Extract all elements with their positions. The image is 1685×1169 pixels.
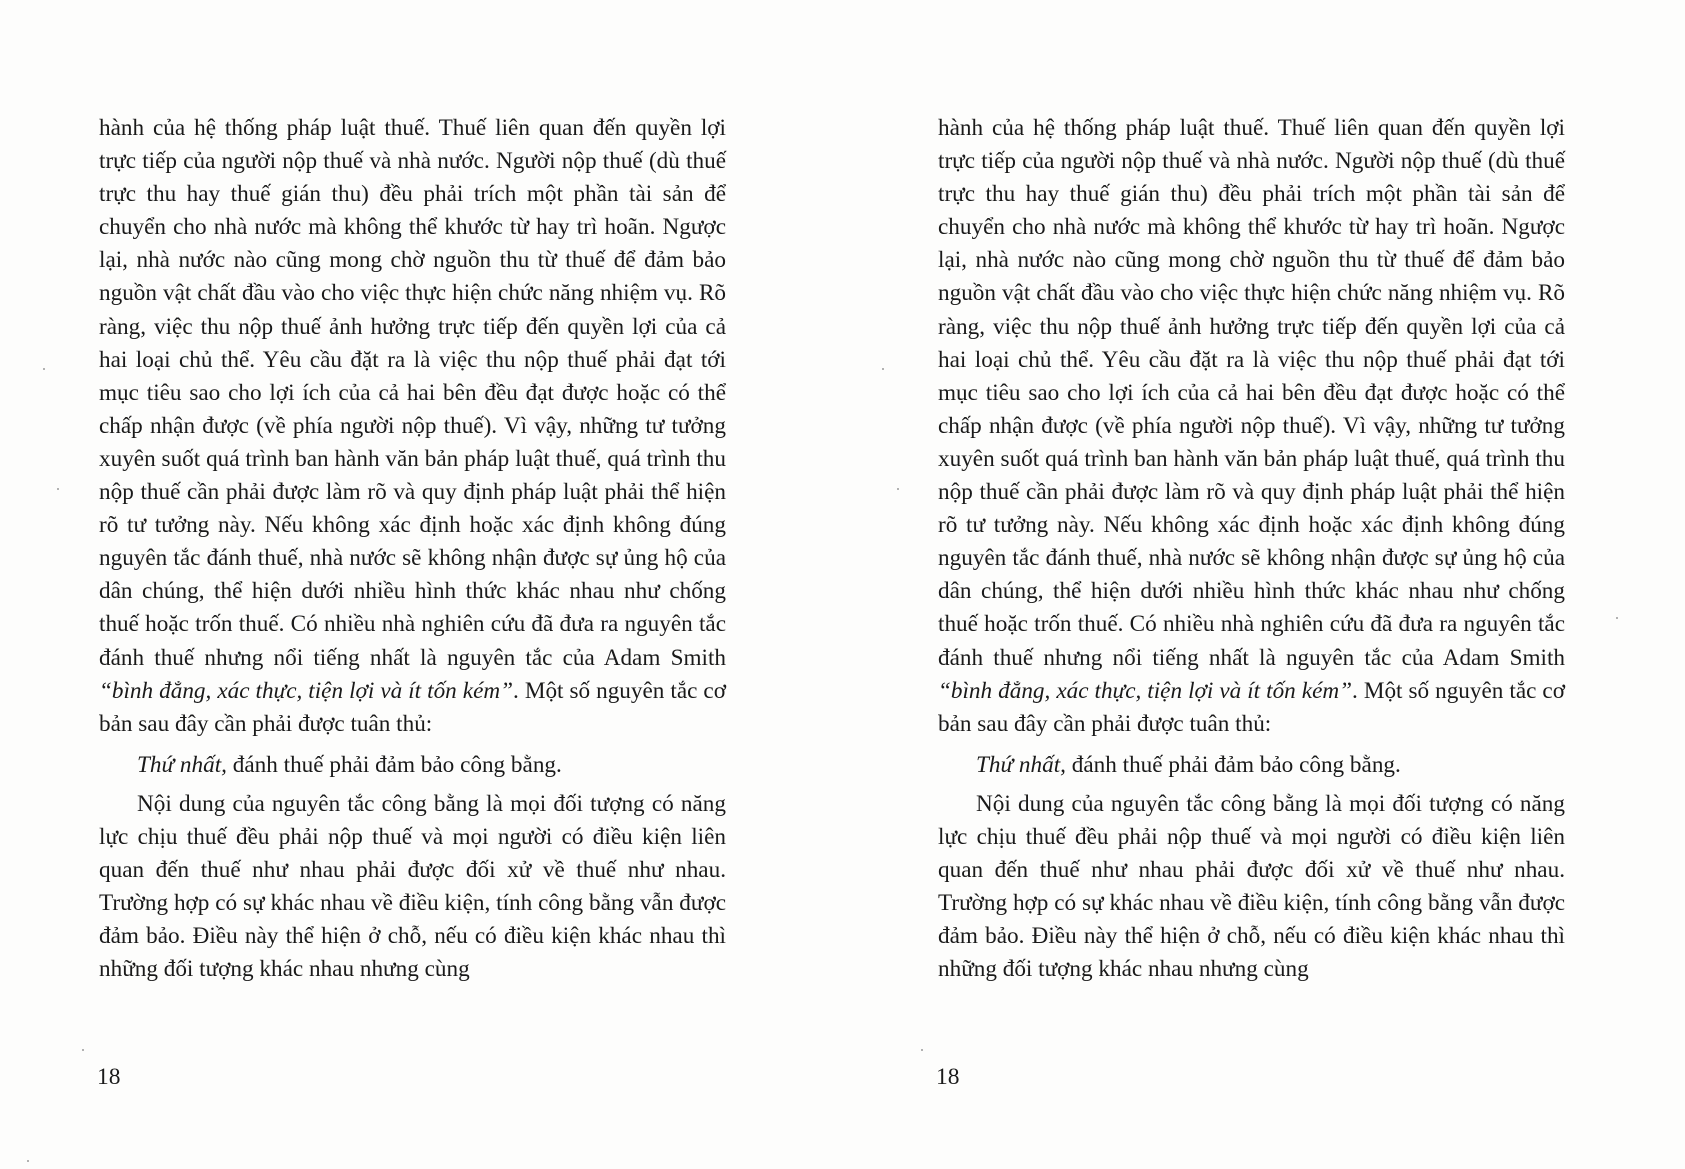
left-paragraph-text-3: Nội dung của nguyên tắc công bằng là mọi đối tượng có năng lực chịu thuế đều phải nộp thuế và mọi người có điều kiện liên quan đến thuế như nhau phải được đối xử về thuế như nhau. Trường hợp có sự khác nhau về điều kiện, tính công bằng vẫn được đảm bảo. Điều này thể hiện ở chỗ, nếu có điều kiện khác nhau thì những đối tượng khác nhau nhưng cùng bbox=[99, 790, 726, 983]
right-principle-heading bbox=[938, 749, 1565, 782]
left-heading-italic: Thứ nhất, bbox=[137, 751, 227, 778]
scan-speck bbox=[27, 1160, 29, 1162]
scan-speck bbox=[921, 1049, 923, 1051]
left-page-body bbox=[99, 112, 726, 986]
scan-speck bbox=[882, 368, 884, 370]
left-paragraph-text-1-end: . Một số nguyên tắc cơ bản sau đây cần phải được tuân thủ: bbox=[99, 677, 726, 737]
right-quote-italic: “bình đẳng, xác thực, tiện lợi và ít tốn kém” bbox=[938, 677, 1353, 704]
scan-speck bbox=[1616, 617, 1618, 619]
scan-speck bbox=[43, 368, 45, 370]
right-paragraph-text-1: hành của hệ thống pháp luật thuế. Thuế liên quan đến quyền lợi trực tiếp của người nộp thuế và nhà nước. Người nộp thuế (dù thuế trực thu hay thuế gián thu) đều phải trích một phần tài sản để chuyển cho nhà nước mà không thể khước từ hay trì hoãn. Ngược lại, nhà nước nào cũng mong chờ nguồn thu từ thuế để đảm bảo nguồn vật chất đầu vào cho việc thực hiện chức năng nhiệm vụ. Rõ ràng, việc thu nộp thuế ảnh hưởng trực tiếp đến quyền lợi của cả hai loại chủ thể. Yêu cầu đặt ra là việc thu nộp thuế phải đạt tới mục tiêu sao cho lợi ích của cả hai bên đều đạt được hoặc có thể chấp nhận được (về phía người nộp thuế). Vì vậy, những tư tưởng xuyên suốt quá trình ban hành văn bản pháp luật thuế, quá trình thu nộp thuế cần phải được làm rõ và quy định pháp luật phải thể hiện rõ tư tưởng này. Nếu không xác định hoặc xác định không đúng nguyên tắc đánh thuế, nhà nước sẽ không nhận được sự ủng hộ của dân chúng, thể hiện dưới nhiều hình thức khác nhau như chống thuế hoặc trốn thuế. Có nhiều nhà nghiên cứu đã đưa ra nguyên tắc đánh thuế nhưng nổi tiếng nhất là nguyên tắc của Adam Smith bbox=[938, 115, 1565, 671]
left-paragraph-continued bbox=[99, 112, 726, 741]
right-paragraph-fairness bbox=[938, 788, 1565, 987]
right-heading-text: đánh thuế phải đảm bảo công bằng. bbox=[1065, 751, 1401, 778]
right-page-body bbox=[938, 112, 1565, 986]
left-quote-italic: “bình đẳng, xác thực, tiện lợi và ít tốn kém” bbox=[99, 677, 514, 704]
right-page-number: 18 bbox=[936, 1064, 960, 1090]
scan-speck bbox=[82, 1049, 84, 1051]
scan-speck bbox=[897, 488, 899, 490]
left-principle-heading bbox=[99, 749, 726, 782]
right-paragraph-continued bbox=[938, 112, 1565, 741]
right-paragraph-text-1-end: . Một số nguyên tắc cơ bản sau đây cần phải được tuân thủ: bbox=[938, 677, 1565, 737]
right-heading-italic: Thứ nhất, bbox=[976, 751, 1066, 778]
left-paragraph-text-1: hành của hệ thống pháp luật thuế. Thuế liên quan đến quyền lợi trực tiếp của người nộp thuế và nhà nước. Người nộp thuế (dù thuế trực thu hay thuế gián thu) đều phải trích một phần tài sản để chuyển cho nhà nước mà không thể khước từ hay trì hoãn. Ngược lại, nhà nước nào cũng mong chờ nguồn thu từ thuế để đảm bảo nguồn vật chất đầu vào cho việc thực hiện chức năng nhiệm vụ. Rõ ràng, việc thu nộp thuế ảnh hưởng trực tiếp đến quyền lợi của cả hai loại chủ thể. Yêu cầu đặt ra là việc thu nộp thuế phải đạt tới mục tiêu sao cho lợi ích của cả hai bên đều đạt được hoặc có thể chấp nhận được (về phía người nộp thuế). Vì vậy, những tư tưởng xuyên suốt quá trình ban hành văn bản pháp luật thuế, quá trình thu nộp thuế cần phải được làm rõ và quy định pháp luật phải thể hiện rõ tư tưởng này. Nếu không xác định hoặc xác định không đúng nguyên tắc đánh thuế, nhà nước sẽ không nhận được sự ủng hộ của dân chúng, thể hiện dưới nhiều hình thức khác nhau như chống thuế hoặc trốn thuế. Có nhiều nhà nghiên cứu đã đưa ra nguyên tắc đánh thuế nhưng nổi tiếng nhất là nguyên tắc của Adam Smith bbox=[99, 115, 726, 671]
left-heading-text: đánh thuế phải đảm bảo công bằng. bbox=[226, 751, 562, 778]
scan-speck bbox=[57, 488, 59, 490]
left-paragraph-fairness bbox=[99, 788, 726, 987]
right-paragraph-text-3: Nội dung của nguyên tắc công bằng là mọi đối tượng có năng lực chịu thuế đều phải nộp thuế và mọi người có điều kiện liên quan đến thuế như nhau phải được đối xử về thuế như nhau. Trường hợp có sự khác nhau về điều kiện, tính công bằng vẫn được đảm bảo. Điều này thể hiện ở chỗ, nếu có điều kiện khác nhau thì những đối tượng khác nhau nhưng cùng bbox=[938, 790, 1565, 983]
left-page-number: 18 bbox=[97, 1064, 121, 1090]
